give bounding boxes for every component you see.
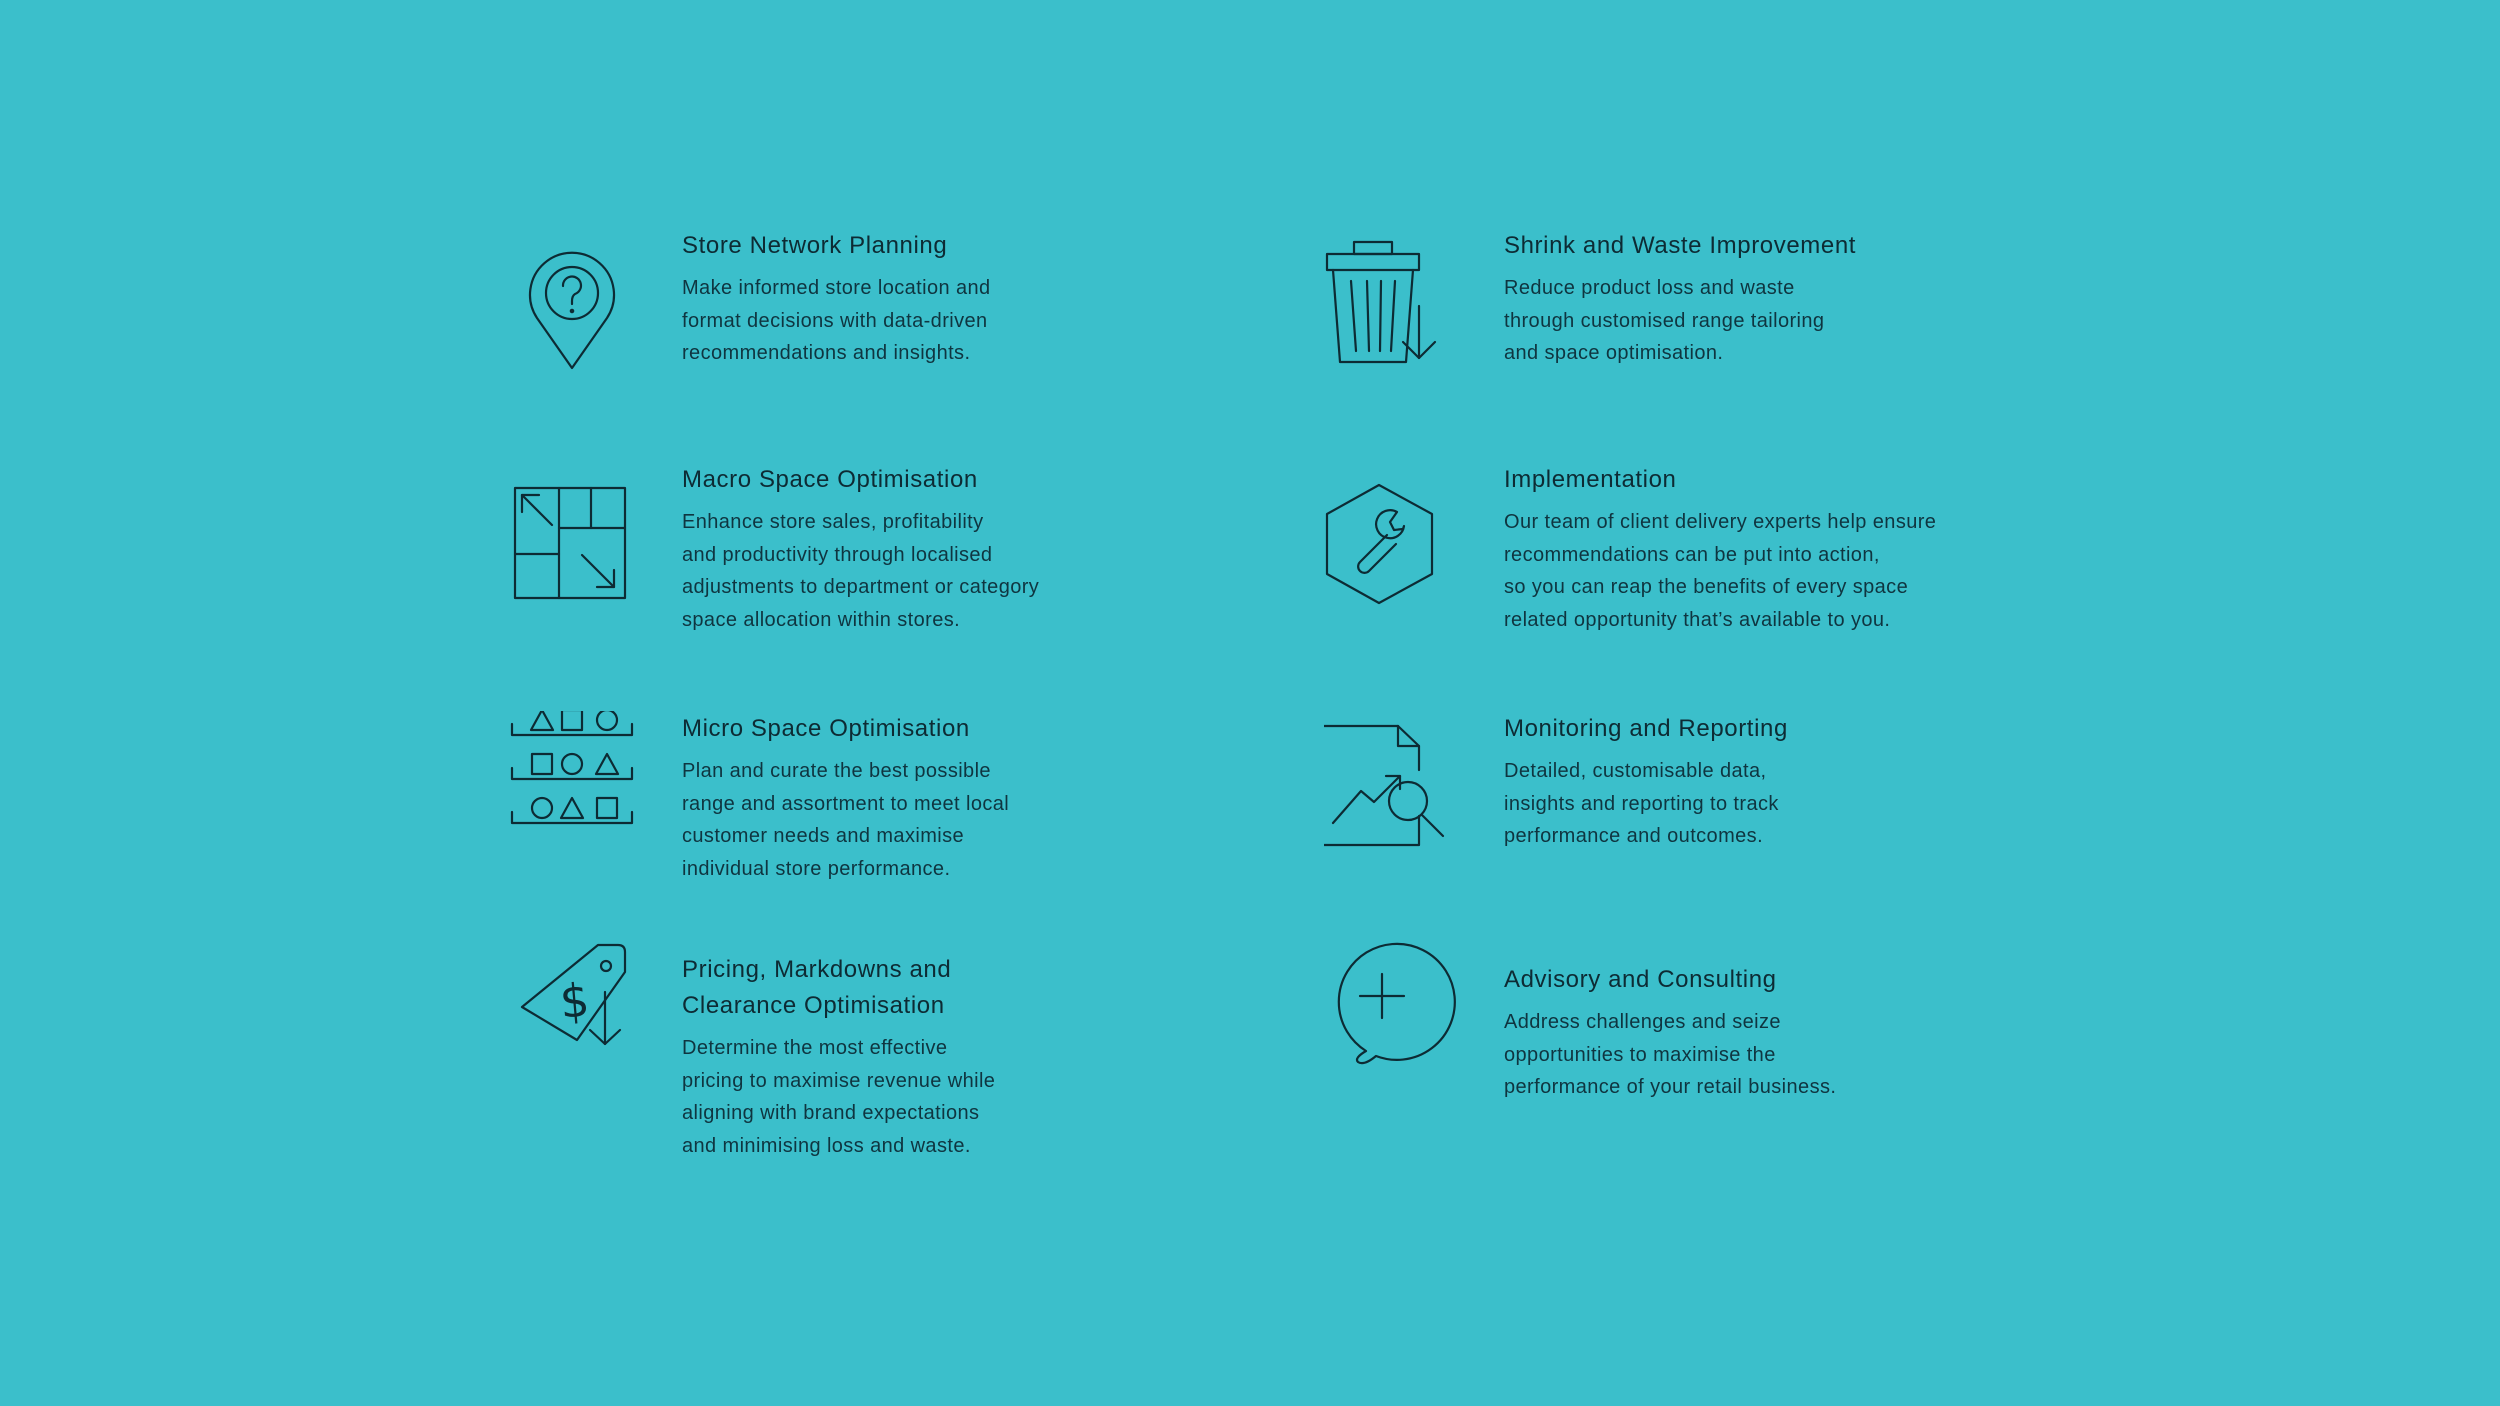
speech-bubble-plus-icon: [1324, 932, 1464, 1072]
service-monitoring-and-reporting: [1324, 711, 2324, 971]
service-description: Plan and curate the best possible range and assortment to meet local customer needs and maximise individual store performance.: [682, 760, 1010, 880]
service-title: Shrink and Waste Improvement: [1504, 232, 1857, 259]
price-tag-down-arrow-icon: [502, 932, 642, 1072]
shelf-shapes-icon: [502, 711, 642, 851]
trash-bin-down-arrow-icon: [1324, 236, 1464, 376]
service-description: Reduce product loss and waste through customised range tailoring and space optimisation.: [1504, 277, 1825, 364]
location-question-pin-icon: [502, 236, 642, 376]
service-title: Pricing, Markdowns and Clearance Optimisation: [682, 956, 952, 1019]
hexagon-wrench-icon: [1324, 470, 1464, 610]
service-title: Implementation: [1504, 466, 1677, 493]
service-description: Address challenges and seize opportunities to maximise the performance of your retail business.: [1504, 1011, 1837, 1098]
service-shrink-and-waste: [1324, 228, 2324, 488]
service-title: Monitoring and Reporting: [1504, 715, 1788, 742]
service-title: Store Network Planning: [682, 232, 948, 259]
service-advisory-and-consulting: [1324, 962, 2324, 1222]
service-description: Make informed store location and format decisions with data-driven recommendations and insights.: [682, 277, 991, 364]
service-title: Micro Space Optimisation: [682, 715, 970, 742]
service-title: Macro Space Optimisation: [682, 466, 978, 493]
service-description: Our team of client delivery experts help ensure recommendations can be put into action, so you can reap the benefits of every space related opportunity that’s available to you.: [1504, 511, 1937, 631]
svg-text:$: $: [557, 972, 592, 1029]
service-description: Detailed, customisable data, insights and reporting to track performance and outcomes.: [1504, 760, 1779, 847]
service-description: Determine the most effective pricing to maximise revenue while aligning with brand expectations and minimising loss and waste.: [682, 1037, 996, 1157]
service-description: Enhance store sales, profitability and productivity through localised adjustments to department or category space allocation within stores.: [682, 511, 1040, 631]
report-chart-magnifier-icon: [1324, 714, 1464, 854]
service-implementation: [1324, 462, 2324, 722]
service-title: Advisory and Consulting: [1504, 966, 1777, 993]
floorplan-resize-arrows-icon: [502, 470, 642, 610]
